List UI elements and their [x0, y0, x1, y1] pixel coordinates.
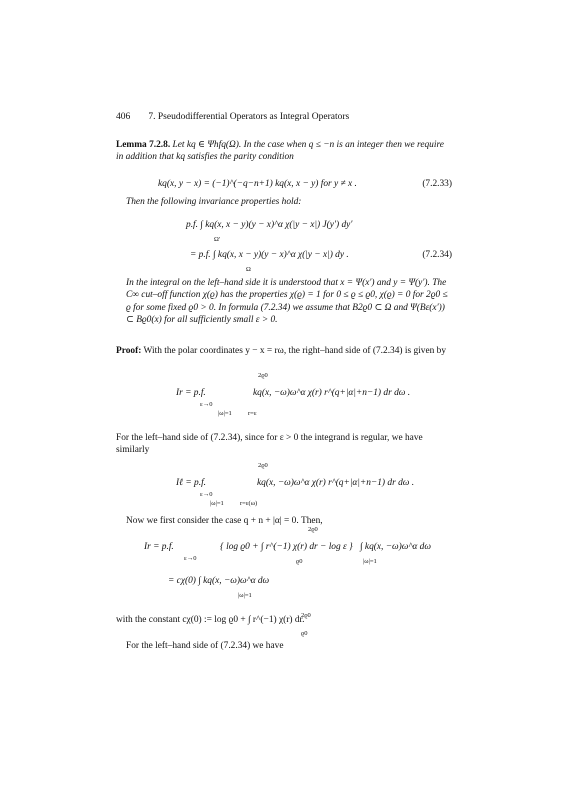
equation-7-2-34 [116, 214, 452, 273]
equation-Ir-integrand: kq(x, −ω)ω^α χ(r) r^(q+|α|+n−1) dr dω . [253, 388, 411, 398]
equation-case-line2: = cχ(0) ∫ kq(x, −ω)ω^α dω [168, 576, 270, 586]
lemma-label: Lemma 7.2.8. [116, 140, 171, 150]
lemma-text: Let kq ∈ Ψhfq(Ω). In the case when q ≤ −n is an integer then we require in addition that kq satisfies the parity condition [116, 140, 444, 163]
running-header [116, 112, 456, 122]
case-paragraph: Now we first consider the case q + n + |α| = 0. Then, [126, 516, 323, 526]
page-number: 406 [116, 112, 131, 122]
proof-label: Proof: [116, 346, 142, 356]
equation-case-line1-limit: ε→0 [184, 555, 197, 562]
equation-Il-integrand: kq(x, −ω)ω^α χ(r) r^(q+|α|+n−1) dr dω . [257, 478, 415, 488]
equation-case-line1-lower-limit: ϱ0 [296, 558, 303, 565]
proof-intro [116, 345, 452, 357]
lemma-statement [116, 139, 452, 164]
lhs-paragraph: For the left–hand side of (7.2.34), since for ε > 0 the integrand is regular, we have similarly [116, 433, 423, 456]
equation-Il-limit: ε→0 [200, 491, 213, 498]
equation-case-upper-limit: 2ϱ0 [308, 526, 318, 533]
constant-lower-limit: ϱ0 [301, 630, 308, 637]
equation-Il-lhs: Iℓ = p.f. [176, 478, 207, 488]
equation-Il-sphere-domain: |ω|=1 [210, 500, 224, 507]
equation-Ir-limit: ε→0 [200, 401, 213, 408]
constant-paragraph [116, 614, 452, 640]
equation-7-2-34-line1: p.f. ∫ kq(x, x − y)(y − x)^α χ(|y − x|) J(y′) dy′ [186, 220, 353, 230]
equation-7-2-33-formula: kq(x, y − x) = (−1)^(−q−n+1) kq(x, x − y) for y ≠ x . [158, 179, 357, 189]
explanation-paragraph: In the integral on the left–hand side it is understood that x = Ψ(x′) and y = Ψ(y′). The C∞ cut–off function χ(ϱ) has the properties χ(ϱ) = 1 for 0 ≤ ϱ ≤ ϱ0, χ(ϱ) = 0 for 2ϱ0 ≤ ϱ for some fixed ϱ0 > 0. In formula (7.2.34) we assume that B2ϱ0 ⊂ Ω and Ψ(Bε(x′)) ⊂ Bϱ0(x) for all sufficiently small ε > 0. [126, 278, 448, 326]
equation-7-2-34-number: (7.2.34) [422, 250, 452, 260]
equation-Il-radial-domain: r=ε(ω) [240, 500, 258, 507]
equation-case-line1-bracket: { log ϱ0 + ∫ r^(−1) χ(r) dr − log ε } [220, 542, 353, 552]
constant-upper-limit: 2ϱ0 [301, 612, 311, 619]
equation-Ir [116, 372, 452, 422]
equation-case-line1-lhs: Ir = p.f. [144, 542, 174, 552]
equation-case-line1-sphere-integral: ∫ kq(x, −ω)ω^α dω [360, 542, 431, 552]
constant-text: with the constant cχ(0) := log ϱ0 + ∫ r^(−1) χ(r) dr. [116, 615, 305, 625]
equation-7-2-34-line2-domain: Ω [246, 266, 251, 273]
final-paragraph: For the left–hand side of (7.2.34) we have [126, 641, 284, 651]
equation-case-line1-sphere-domain: |ω|=1 [363, 558, 377, 565]
equation-Ir-sphere-domain: |ω|=1 [218, 410, 232, 417]
equation-Ir-radial-domain: r=ε [248, 410, 257, 417]
equation-7-2-34-line1-domain: Ω′ [214, 236, 221, 243]
equation-case-line2-domain: |ω|=1 [238, 592, 252, 599]
equation-Il-upper-limit: 2ϱ0 [258, 462, 268, 469]
running-title: 7. Pseudodifferential Operators as Integral Operators [148, 112, 350, 122]
equation-7-2-34-line2: = p.f. ∫ kq(x, x − y)(y − x)^α χ(|y − x|) dy . [190, 250, 349, 260]
proof-intro-text: With the polar coordinates y − x = rω, the right–hand side of (7.2.34) is given by [143, 346, 447, 356]
equation-7-2-33-number: (7.2.33) [422, 179, 452, 189]
equation-Il [116, 462, 452, 512]
invariance-intro: Then the following invariance properties hold: [126, 197, 302, 207]
equation-Ir-upper-limit: 2ϱ0 [258, 372, 268, 379]
equation-Ir-lhs: Ir = p.f. [176, 388, 206, 398]
equation-case [116, 526, 452, 599]
